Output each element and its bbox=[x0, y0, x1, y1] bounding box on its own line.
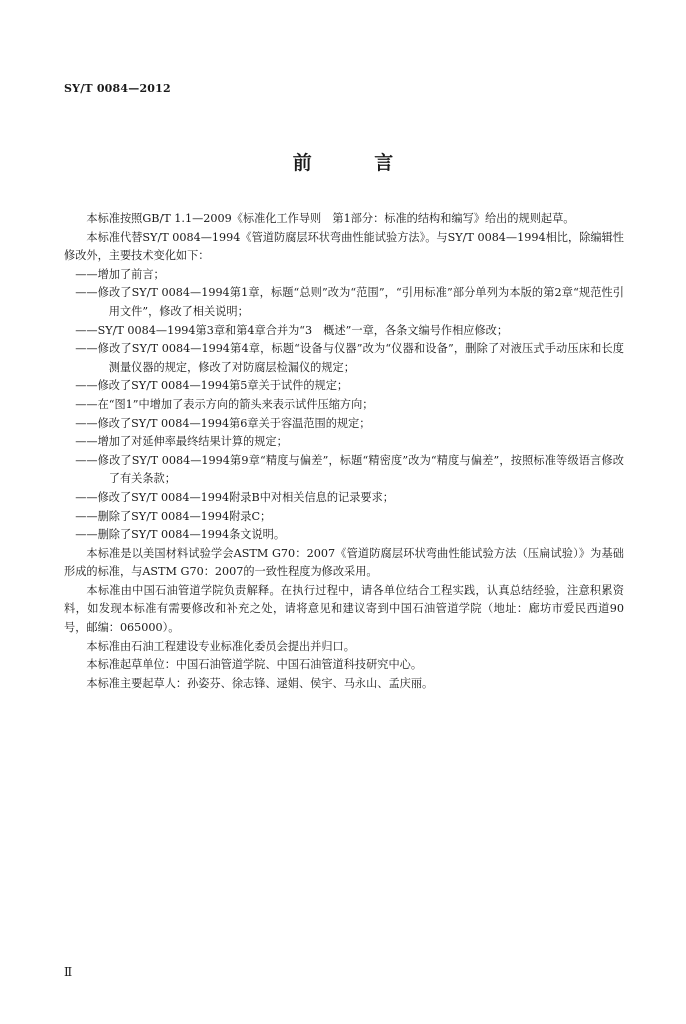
document-body bbox=[64, 210, 624, 693]
page-number: Ⅱ bbox=[64, 965, 73, 979]
paragraph-interpretation: 本标准由中国石油管道学院负责解释。在执行过程中，请各单位结合工程实践，认真总结经验，注意积累资料，如发现本标准有需要修改和补充之处，请将意见和建议寄到中国石油管道学院（地址：廊坊市爱民西道90号，邮编：065000）。 bbox=[64, 583, 624, 635]
list-item: ——修改了SY/T 0084—1994附录B中对相关信息的记录要求； bbox=[75, 490, 394, 504]
standard-number: SY/T 0084—2012 bbox=[64, 82, 171, 95]
list-item: ——修改了SY/T 0084—1994第4章，标题“设备与仪器”改为“仪器和设备”，删除了对液压式手动压床和长度测量仪器的规定，修改了对防腐层检漏仪的规定； bbox=[75, 342, 624, 374]
paragraph-drafters: 本标准主要起草人：孙姿芬、徐志锋、逯娟、侯宇、马永山、孟庆丽。 bbox=[86, 676, 434, 690]
list-item: ——在“图1”中增加了表示方向的箭头来表示试件压缩方向； bbox=[75, 397, 374, 411]
list-item: ——增加了前言； bbox=[75, 267, 165, 281]
list-item: ——增加了对延伸率最终结果计算的规定； bbox=[75, 435, 288, 449]
list-item: ——删除了SY/T 0084—1994附录C； bbox=[75, 509, 272, 523]
list-item: ——修改了SY/T 0084—1994第9章“精度与偏差”，标题“精密度”改为“精度与偏差”，按照标准等级语言修改了有关条款； bbox=[75, 453, 624, 486]
paragraph-proposed-by: 本标准由石油工程建设专业标准化委员会提出并归口。 bbox=[86, 639, 355, 653]
page-title: 前 言 bbox=[292, 152, 422, 174]
paragraph-drafting-units: 本标准起草单位：中国石油管道学院、中国石油管道科技研究中心。 bbox=[86, 658, 423, 672]
paragraph-drafting-rules: 本标准按照GB/T 1.1—2009《标准化工作导则 第1部分：标准的结构和编写》给出的规则起草。 bbox=[86, 212, 575, 225]
list-item: ——修改了SY/T 0084—1994第1章，标题“总则”改为“范围”，“引用标准”部分单列为本版的第2章“规范性引用文件”，修改了相关说明； bbox=[75, 286, 624, 318]
paragraph-replaces: 本标准代替SY/T 0084—1994《管道防腐层环状弯曲性能试验方法》。与SY/T 0084—1994相比，除编辑性修改外，主要技术变化如下： bbox=[64, 230, 624, 263]
paragraph-astm-basis: 本标准是以美国材料试验学会ASTM G70：2007《管道防腐层环状弯曲性能试验方法（压扁试验）》为基础形成的标准，与ASTM G70：2007的一致性程度为修改采用。 bbox=[64, 546, 624, 579]
list-item: ——SY/T 0084—1994第3章和第4章合并为“3 概述”一章，各条文编号作相应修改； bbox=[75, 323, 509, 337]
list-item: ——修改了SY/T 0084—1994第5章关于试件的规定； bbox=[75, 379, 349, 393]
list-item: ——删除了SY/T 0084—1994条文说明。 bbox=[75, 528, 286, 542]
list-item: ——修改了SY/T 0084—1994第6章关于容温范围的规定； bbox=[75, 416, 371, 430]
